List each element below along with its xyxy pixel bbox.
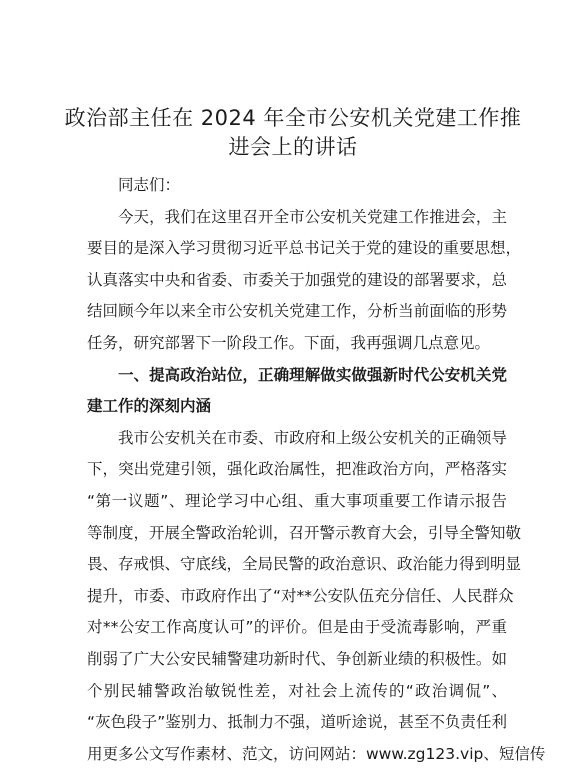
title-line: 政治部主任在 2024 年全市公安机关党建工作推 xyxy=(64,106,522,130)
document-title xyxy=(60,104,526,162)
paragraph xyxy=(87,423,546,770)
title-line: 进会上的讲话 xyxy=(228,135,358,159)
paragraph-line: 削弱了广大公安民辅警建功新时代、争创新业绩的积极性。如 xyxy=(87,649,507,668)
greeting: 同志们： xyxy=(118,176,181,194)
paragraph-line: 任务，研究部署下一阶段工作。下面，我再强调几点意见。 xyxy=(87,333,491,352)
paragraph-line: 要目的是深入学习贯彻习近平总书记关于党的建设的重要思想， xyxy=(87,239,522,258)
paragraph-line: 畏、存戒惧、守底线，全局民警的政治意识、政治能力得到明显 xyxy=(87,555,522,574)
paragraph-line: 我市公安机关在市委、市政府和上级公安机关的正确领导 xyxy=(118,428,507,447)
paragraph xyxy=(87,202,522,360)
paragraph-line: 认真落实中央和省委、市委关于加强党的建设的部署要求，总 xyxy=(87,270,507,289)
paragraph-line: 个别民辅警政治敏锐性差，对社会上流传的“政治调侃”、 xyxy=(87,681,507,700)
section-heading xyxy=(87,360,507,423)
paragraph-line: 用更多公文写作素材、范文，访问网站：www.zg123.vip、短信传 xyxy=(87,744,546,763)
paragraph-line: 今天，我们在这里召开全市公安机关党建工作推进会，主 xyxy=(118,207,507,226)
paragraph-line: 结回顾今年以来全市公安机关党建工作，分析当前面临的形势 xyxy=(87,302,507,321)
paragraph-line: 等制度，开展全警政治轮训，召开警示教育大会，引导全警知敬 xyxy=(87,523,522,542)
paragraph-line: 提升，市委、市政府作出了“对**公安队伍充分信任、人民群众 xyxy=(87,586,514,605)
heading-line: 一、提高政治站位，正确理解做实做强新时代公安机关党 xyxy=(118,365,507,384)
paragraph-line: “第一议题”、理论学习中心组、重大事项重要工作请示报告 xyxy=(87,491,507,510)
paragraph-line: 对**公安工作高度认可”的评价。但是由于受流毒影响，严重 xyxy=(87,618,507,637)
heading-line: 建工作的深刻内涵 xyxy=(87,397,212,416)
paragraph-line: 下，突出党建引领，强化政治属性，把准政治方向，严格落实 xyxy=(87,460,507,479)
document-body xyxy=(87,170,546,770)
paragraph-line: “灰色段子”鉴别力、抵制力不强，道听途说，甚至不负责任利 xyxy=(87,713,507,732)
